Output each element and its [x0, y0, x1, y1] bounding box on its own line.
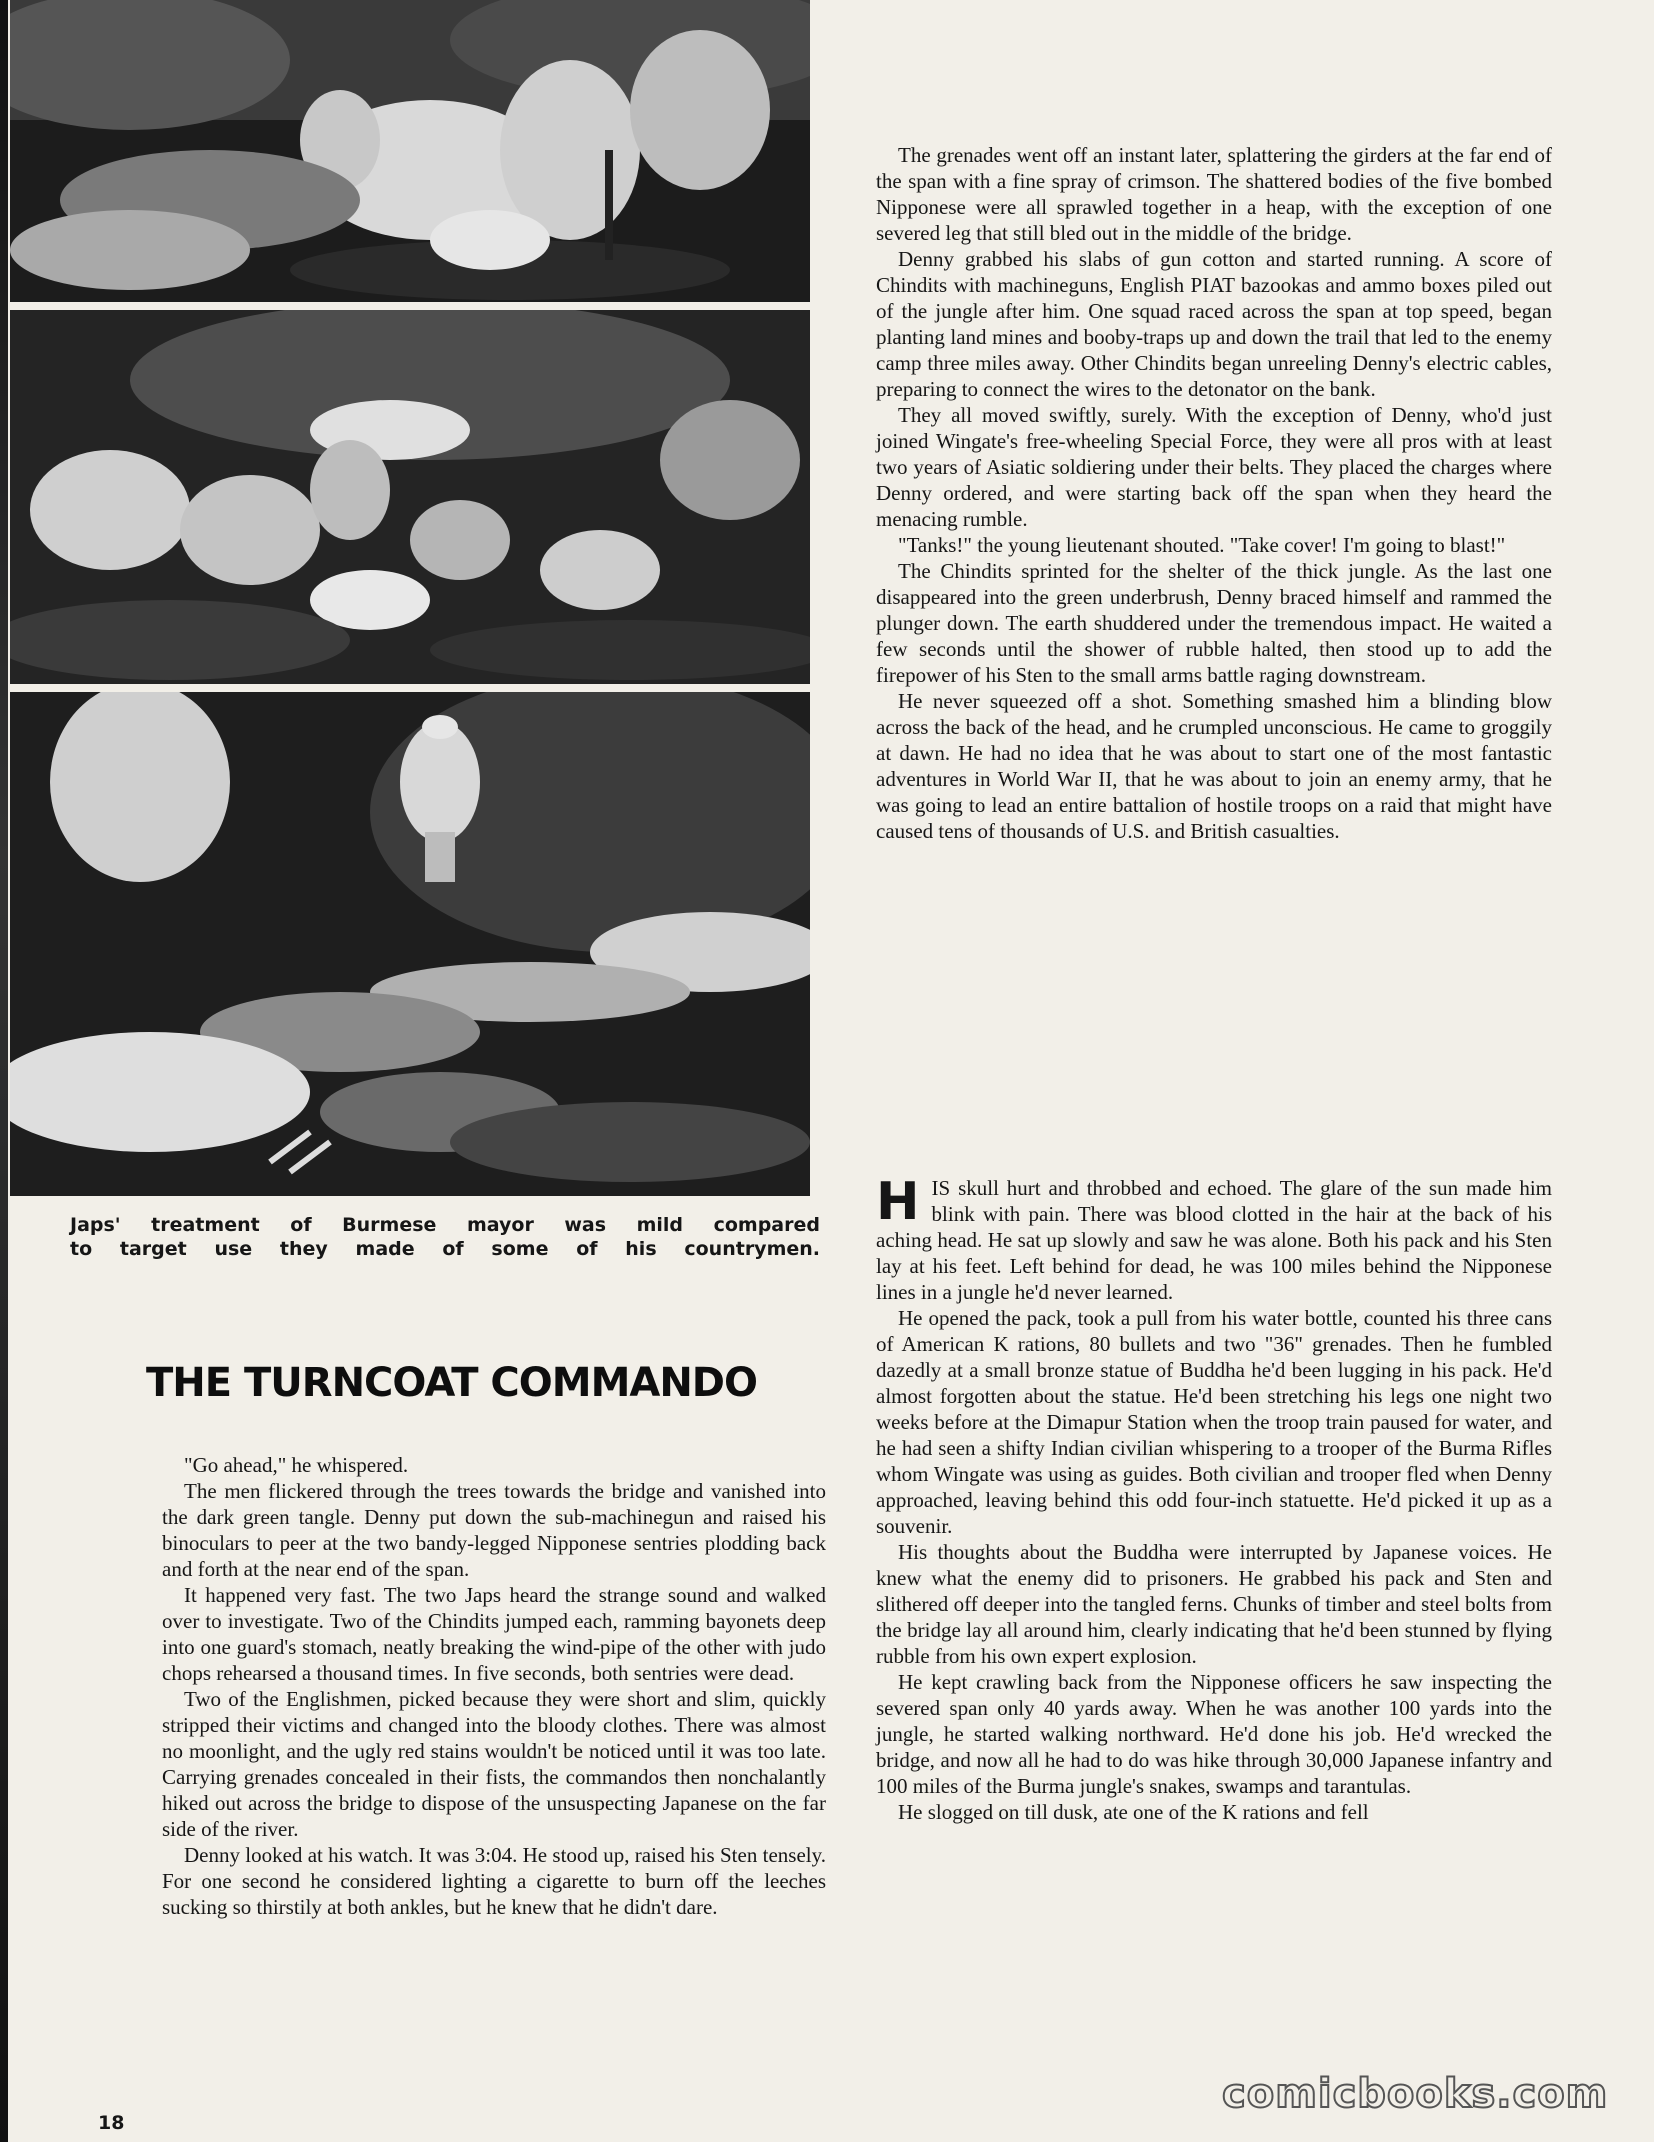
right-column-bottom — [876, 1172, 1552, 1825]
paragraph: He kept crawling back from the Nipponese officers he saw inspecting the severed span only 40 yards away. When he was another 100 yards into the jungle, he started walking northward. He'd done his job. He'd wrecked the bridge, and now all he had to do was hike through 30,000 Japanese infantry and 100 miles of the Burma jungle's snakes, swamps and tarantulas. — [876, 1670, 1552, 1798]
paragraph: "Go ahead," he whispered. — [184, 1453, 409, 1477]
paragraph: He opened the pack, took a pull from his water bottle, counted his three cans of American K rations, 80 bullets and two "36" grenades. Then he fumbled dazedly at a small bronze statue of Buddha he'd been lugging in his pack. He'd almost forgotten about the statue. He'd been stretching his legs one night two weeks before at the Dimapur Station when the troop train paused for water, and he had seen a shifty Indian civilian whispering to a trooper of the Burma Rifles whom Wingate was using as guides. Both civilian and trooper fled when Denny approached, leaving behind this odd four-inch statuette. He'd picked it up as a souvenir. — [876, 1306, 1552, 1538]
caption-line-1: Japs' treatment of Burmese mayor was mild compared — [70, 1214, 820, 1236]
page-edge — [0, 0, 8, 2142]
right-column-top — [876, 142, 1552, 844]
photo-middle-image — [10, 310, 810, 684]
left-column — [162, 1452, 826, 1920]
caption-line-2: to target use they made of some of his countrymen. — [70, 1238, 820, 1260]
watermark: comicbooks.com — [1222, 2071, 1609, 2117]
drop-cap-paragraph-text: IS skull hurt and throbbed and echoed. The glare of the sun made him blink with pain. There was blood clotted in the hair at the back of his aching head. He sat up slowly and saw he was alone. Both his pack and his Sten lay at his feet. Left behind for dead, he was 100 miles behind the Nipponese lines in a jungle he'd never learned. — [876, 1176, 1552, 1304]
photo-bottom-image — [10, 692, 810, 1196]
paragraph: Denny grabbed his slabs of gun cotton and started running. A score of Chindits with machineguns, English PIAT bazookas and ammo boxes piled out of the jungle after him. One squad raced across the span at top speed, began planting land mines and booby-traps up and down the trail that led to the enemy camp three miles away. Other Chindits began unreeling Denny's electric cables, preparing to connect the wires to the detonator on the bank. — [876, 247, 1552, 401]
paragraph: The grenades went off an instant later, splattering the girders at the far end of the span with a fine spray of crimson. The shattered bodies of the five bombed Nipponese were all sprawled together in a heap, with the exception of one severed leg that still bled out in the middle of the bridge. — [876, 143, 1552, 245]
paragraph: "Tanks!" the young lieutenant shouted. "Take cover! I'm going to blast!" — [898, 533, 1506, 557]
paragraph: His thoughts about the Buddha were interrupted by Japanese voices. He knew what the enemy did to prisoners. He grabbed his pack and Sten and slithered off deeper into the tangled ferns. Chunks of timber and steel bolts from the bridge lay all around him, clearly indicating that he'd been stunned by flying rubble from his own expert explosion. — [876, 1540, 1552, 1668]
paragraph: It happened very fast. The two Japs heard the strange sound and walked over to investigate. Two of the Chindits jumped each, ramming bayonets deep into one guard's stomach, neatly breaking the wind-pipe of the other with judo chops rehearsed a thousand times. In five seconds, both sentries were dead. — [162, 1583, 826, 1685]
photo-top — [10, 0, 810, 302]
photo-top-image — [10, 0, 810, 302]
paragraph: Denny looked at his watch. It was 3:04. He stood up, raised his Sten tensely. For one second he considered lighting a cigarette to burn off the leeches sucking so thirstily at both ankles, but he knew that he didn't dare. — [162, 1843, 826, 1919]
drop-cap-paragraph — [876, 1172, 1552, 1305]
page-number: 18 — [98, 2112, 125, 2134]
photo-bottom — [10, 692, 810, 1196]
drop-cap: H — [876, 1172, 920, 1232]
photo-caption — [70, 1213, 820, 1261]
paragraph: The men flickered through the trees towards the bridge and vanished into the dark green tangle. Denny put down the sub-machinegun and raised his binoculars to peer at the two bandy-legged Nipponese sentries plodding back and forth at the near end of the span. — [162, 1479, 826, 1581]
paragraph: The Chindits sprinted for the shelter of the thick jungle. As the last one disappeared into the green underbrush, Denny braced himself and rammed the plunger down. The earth shuddered under the tremendous impact. He waited a few seconds until the shower of rubble halted, then stood up to add the firepower of his Sten to the small arms battle raging downstream. — [876, 559, 1552, 687]
paragraph: He slogged on till dusk, ate one of the K rations and fell — [898, 1800, 1369, 1824]
paragraph: He never squeezed off a shot. Something smashed him a blinding blow across the back of the head, and he crumpled unconscious. He came to groggily at dawn. He had no idea that he was about to start one of the most fantastic adventures in World War II, that he was about to join an enemy army, that he was going to lead an entire battalion of hostile troops on a raid that might have caused tens of thousands of U.S. and British casualties. — [876, 689, 1552, 843]
article-title: THE TURNCOAT COMMANDO — [146, 1360, 758, 1406]
photo-middle — [10, 310, 810, 684]
paragraph: They all moved swiftly, surely. With the exception of Denny, who'd just joined Wingate's free-wheeling Special Force, they were all pros with at least two years of Asiatic soldiering under their belts. They placed the charges where Denny ordered, and were starting back off the span when they heard the menacing rumble. — [876, 403, 1552, 531]
paragraph: Two of the Englishmen, picked because they were short and slim, quickly stripped their victims and changed into the bloody clothes. There was almost no moonlight, and the ugly red stains wouldn't be noticed until it was too late. Carrying grenades concealed in their fists, the commandos then nonchalantly hiked out across the bridge to dispose of the unsuspecting Japanese on the far side of the river. — [162, 1687, 826, 1841]
